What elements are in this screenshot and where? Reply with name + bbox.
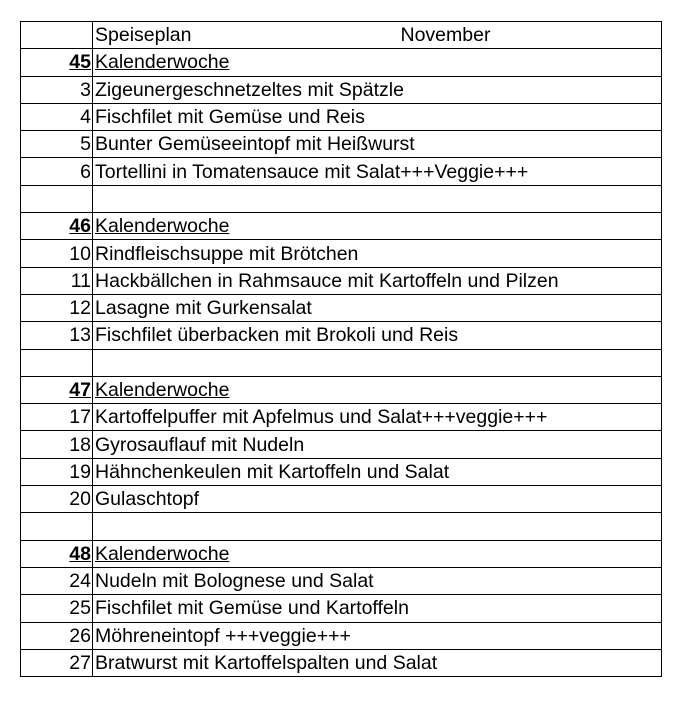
- week-label: Kalenderwoche: [95, 379, 230, 401]
- menu-month: November: [400, 24, 491, 47]
- day-row: [21, 103, 662, 130]
- day-number: 5: [21, 131, 93, 158]
- day-number: 4: [21, 103, 93, 130]
- day-number: 25: [21, 595, 93, 622]
- spacer-cell: [93, 349, 662, 376]
- week-header-row: [21, 49, 662, 76]
- day-row: [21, 567, 662, 594]
- spacer-cell: [21, 185, 93, 212]
- week-label-cell: [93, 376, 662, 403]
- meal-text: Gyrosauflauf mit Nudeln: [93, 431, 662, 458]
- meal-text: Gulaschtopf: [93, 486, 662, 513]
- day-row: [21, 158, 662, 185]
- day-number: 20: [21, 486, 93, 513]
- spacer-cell: [21, 349, 93, 376]
- week-label-cell: [93, 213, 662, 240]
- week-number: 48: [21, 540, 93, 567]
- meal-text: Möhreneintopf +++veggie+++: [93, 622, 662, 649]
- meal-text: Fischfilet mit Gemüse und Kartoffeln: [93, 595, 662, 622]
- day-row: [21, 595, 662, 622]
- menu-title: Speiseplan: [95, 24, 192, 47]
- week-header-row: [21, 540, 662, 567]
- week-label-cell: [93, 540, 662, 567]
- day-number: 27: [21, 649, 93, 676]
- spacer-row: [21, 349, 662, 376]
- day-row: [21, 404, 662, 431]
- week-header-row: [21, 376, 662, 403]
- day-row: [21, 458, 662, 485]
- day-number: 24: [21, 567, 93, 594]
- menu-table: [20, 21, 662, 677]
- meal-text: Tortellini in Tomatensauce mit Salat+++Veggie+++: [93, 158, 662, 185]
- day-number: 12: [21, 294, 93, 321]
- meal-text: Zigeunergeschnetzeltes mit Spätzle: [93, 76, 662, 103]
- meal-text: Lasagne mit Gurkensalat: [93, 294, 662, 321]
- week-header-row: [21, 213, 662, 240]
- meal-text: Kartoffelpuffer mit Apfelmus und Salat+++veggie+++: [93, 404, 662, 431]
- week-number: 46: [21, 213, 93, 240]
- header-row: [21, 22, 662, 49]
- spacer-row: [21, 185, 662, 212]
- week-label: Kalenderwoche: [95, 51, 230, 74]
- day-row: [21, 131, 662, 158]
- day-number: 19: [21, 458, 93, 485]
- day-number: 18: [21, 431, 93, 458]
- day-row: [21, 76, 662, 103]
- spacer-cell: [93, 513, 662, 540]
- spacer-cell: [21, 513, 93, 540]
- day-row: [21, 649, 662, 676]
- meal-text: Bratwurst mit Kartoffelspalten und Salat: [93, 649, 662, 676]
- meal-text: Fischfilet überbacken mit Brokoli und Reis: [93, 322, 662, 349]
- meal-text: Nudeln mit Bolognese und Salat: [93, 567, 662, 594]
- day-row: [21, 431, 662, 458]
- day-row: [21, 240, 662, 267]
- week-label-cell: [93, 49, 662, 76]
- week-label: Kalenderwoche: [95, 215, 230, 238]
- meal-text: Hackbällchen in Rahmsauce mit Kartoffeln und Pilzen: [93, 267, 662, 294]
- day-row: [21, 322, 662, 349]
- day-number: 10: [21, 240, 93, 267]
- menu-table-body: [21, 22, 662, 677]
- day-number: 3: [21, 76, 93, 103]
- day-row: [21, 486, 662, 513]
- header-cell: [93, 22, 662, 49]
- week-number: 47: [21, 376, 93, 403]
- day-number: 6: [21, 158, 93, 185]
- day-number: 11: [21, 267, 93, 294]
- meal-text: Bunter Gemüseeintopf mit Heißwurst: [93, 131, 662, 158]
- meal-text: Rindfleischsuppe mit Brötchen: [93, 240, 662, 267]
- day-number: 17: [21, 404, 93, 431]
- header-empty-cell: [21, 22, 93, 49]
- day-number: 26: [21, 622, 93, 649]
- spacer-row: [21, 513, 662, 540]
- meal-text: Hähnchenkeulen mit Kartoffeln und Salat: [93, 458, 662, 485]
- spacer-cell: [93, 185, 662, 212]
- week-label: Kalenderwoche: [95, 542, 230, 565]
- day-number: 13: [21, 322, 93, 349]
- week-number: 45: [21, 49, 93, 76]
- meal-text: Fischfilet mit Gemüse und Reis: [93, 103, 662, 130]
- day-row: [21, 267, 662, 294]
- day-row: [21, 622, 662, 649]
- day-row: [21, 294, 662, 321]
